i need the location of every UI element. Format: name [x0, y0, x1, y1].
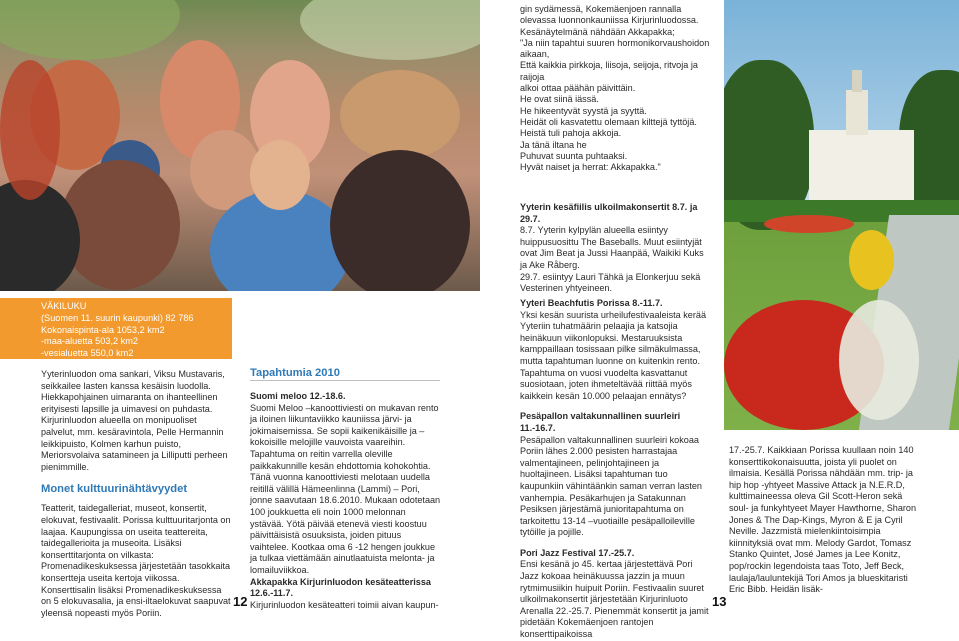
poem-line: Heistä tuli pahoja akkoja.: [520, 128, 622, 139]
pesa-title: Pesäpallon valtakunnallinen suurleiri 11.-16.7.: [520, 411, 681, 433]
info-box-line: -vesialuetta 550,0 km2: [41, 348, 134, 359]
poem-line: Hyvät naiset ja herrat: Akkapakka.": [520, 162, 661, 173]
culture-paragraph: Teatterit, taidegalleriat, museot, konsertit, elokuvat, festivaalit. Porissa kulttuuritarjonta on laajaa. Kaupungissa on useita teattereita, taidegallerioita ja museoita. Lisäksi konserttitarjonta on vilkasta: Promenadikeskuksessa järjestetään tasokkaita konsertteja useita kertoja viikossa. Konserttisalin lisäksi Promenadikeskuksessa on 5 elokuvasalia, ja ensi-iltaelokuvat saapuvat yleensä nopeasti myös Poriin.: [41, 503, 231, 618]
info-box-line: Kokonaispinta-ala 1053,2 km2: [41, 324, 165, 335]
left-column: [41, 369, 233, 619]
right-column-paragraph: 17.-25.7. Kaikkiaan Porissa kuullaan noin 140 konserttikokonaisuutta, joista yli puolet on ilmaisia. Kesällä Porissa nähdään mm. trip- ja hip hop -yhtyeet Massive Attack ja N.E.R.D, kulttimaineessa oleva Gil Scott-Heron sekä soul- ja funkyhtyeet Mayer Hawthorne, Sharon Jones & The Dap-Kings, Myron & E ja Cyril Neville. Jazzmistä mielenkiintoisimpia kiinnityksiä ovat mm. Melody Gardot, Tomasz Stanko Quintet, José James ja Lee Konitz, pop/rockin legendoista taas Toto, Jeff Beck, laulaja/lauluntekijä Tori Amos ja blueskitaristi Eric Bibb. Heidän lisäk-: [729, 445, 917, 595]
events-heading: Tapahtumia 2010: [250, 367, 340, 379]
info-box-line: (Suomen 11. suurin kaupunki) 82 786: [41, 312, 194, 323]
poem-line: Ja tänä iltana he: [520, 139, 587, 150]
pesa-paragraph: Pesäpallon valtakunnallinen suurleiri kokoaa Poriin lähes 2.000 pesisten harrastajaa valmentajineen, pelinjohtajineen ja huoltajineen. Lisäksi tapahtuman tuo kaupunkiin vähintäänkin saman verran lasten vanhempia. Pesäkarhujen ja Satakunnan Pesiksen järjestämä junioritapahtuma on tarkoitettu 13-14 –vuotiaille pesäpalloileville tytöille ja pojille.: [520, 434, 702, 538]
beach-title: Yyteri Beachfutis Porissa 8.-11.7.: [520, 298, 663, 308]
jazz-title: Pori Jazz Festival 17.-25.7.: [520, 547, 635, 558]
intro-paragraph: Yyterinluodon oma sankari, Viksu Mustavaris, seikkailee lasten kanssa kesäisin luodolla. Hiekkapohjainen uimaranta on ihanteellinen erityisesti lapsille ja uimavesi on puhdasta. Kirjurinluodon alueella on monipuoliset palvelut, mm. kesäravintola, Pelle Hermannin leikkipuisto, Kolmen karhun puisto, Meriorsvolaiva satamineen ja Lilliputti perheen pienimmille.: [41, 369, 228, 472]
population-info-box: [0, 298, 232, 359]
culture-heading: Monet kulttuurinähtävyydet: [41, 483, 188, 496]
yyterin-block: [520, 202, 712, 295]
poem-line: alkoi ottaa päähän päivittäin.: [520, 83, 636, 94]
poem-intro: gin sydämessä, Kokemäenjoen rannalla olevassa luonnonkauniissa Kirjurinluodossa. Kesänäytelmänä nähdään Akkapakka;: [520, 4, 699, 37]
yyterin-title: Yyterin kesäfiilis ulkoilmakonsertit 8.7. ja 29.7.: [520, 202, 698, 224]
poem-line: He hikeentyvät syystä ja syyttä.: [520, 105, 647, 116]
poem-line: Että kaikkia pirkkoja, liisoja, seijoja, ritvoja ja raijoja: [520, 60, 698, 82]
akkapakka-title: Akkapakka Kirjurinluodon kesäteatterissa 12.6.-11.7.: [250, 576, 431, 599]
page-number-left: 12: [233, 594, 248, 609]
suomi-meloo-title: Suomi meloo 12.-18.6.: [250, 391, 346, 401]
poem-line: Heidät oli kasvatettu olemaan kilttejä tyttöjä.: [520, 116, 697, 127]
jazz-paragraph: Ensi kesänä jo 45. kertaa järjestettävä Pori Jazz kokoaa heinäkuussa jazzin ja muun rytmimusiikin huipuit Poriin. Festivaalin suuret ulkoilmakonsertit järjestetään Kirjurinluoto Arenalla 22.-25.7. Pienemmät konsertit ja jamit pidetään Kokemäenjoen rantojen konserttipaikoissa: [520, 559, 709, 640]
page-number-right: 13: [712, 594, 727, 609]
poem-line: Puhuvat suunta puhtaaksi.: [520, 150, 628, 161]
yyterin-paragraph-2: 29.7. esiintyy Lauri Tähkä ja Elonkerjuu sekä Vesterinen yhtyeineen.: [520, 271, 701, 294]
yyterin-paragraph-1: 8.7. Yyterin kylpylän alueella esiintyy huippusuosittu The Baseballs. Muut esiintyjät ovat Jim Beat ja Jussi Haanpää, Waikiki Kuks ja Ake Råberg.: [520, 225, 704, 270]
right-column: [729, 445, 921, 596]
poem-block: [520, 4, 715, 173]
events-column: [250, 366, 442, 611]
suomi-meloo-paragraph: Suomi Meloo –kanoottiviesti on mukavan rento ja iloinen liikuntaviikko kauniissa järvi- ja jokimaisemissa. Se sopii kaikenikäisille ja –kokoisille melojille vauvoista vaareihin. Tapahtuma on reitin varrella oleville paikkakunnille kesän ehdottomia kohokohtia. Tänä vuonna kanoottiviesti melotaan uudella reitillä välillä Hämeenlinna (Lammi) – Pori, jonne saavutaan 18.6.2010. Mukaan odotetaan 100 joukkuetta eli noin 1000 melonnan ystävää. Yötä päivää etenevä viesti koostuu päivittäisistä osuuksista, joiden pituus vaihtelee. Kootkaa oma 6 -12 hengen joukkue ja tulkaa viettämään ainutlaatuista melonta- ja lomailuviikkoa.: [250, 402, 441, 575]
info-box-line: -maa-aluetta 503,2 km2: [41, 336, 139, 347]
beach-paragraph: Yksi kesän suurista urheilufestivaaleista kerää Yyteriin tuhatmäärin pelaajia ja katsojia heinäkuun viikonlopuksi. Mestaruuksista kamppaillaan tosissaan pilke silmäkulmassa, mutta tapahtuman luonne on kuitenkin rento. Tapahtuma on vuosi vuodelta kasvattanut suosiotaan, joten ihmeteltävää riittää myös kaikkein kesän 10.000 pelaajan ennätys?: [520, 309, 707, 401]
poem-line: He ovat siinä iässä.: [520, 94, 599, 105]
info-box-title: VÄKILUKU: [41, 301, 87, 311]
crowd-photo: [0, 0, 480, 291]
middle-lower-column: [520, 298, 712, 641]
park-photo: [724, 0, 959, 430]
akkapakka-paragraph: Kirjurinluodon kesäteatteri toimii aivan kaupun-: [250, 599, 439, 610]
poem-line: "Ja niin tapahtui suuren hormonikorvaushoidon aikaan,: [520, 37, 710, 60]
